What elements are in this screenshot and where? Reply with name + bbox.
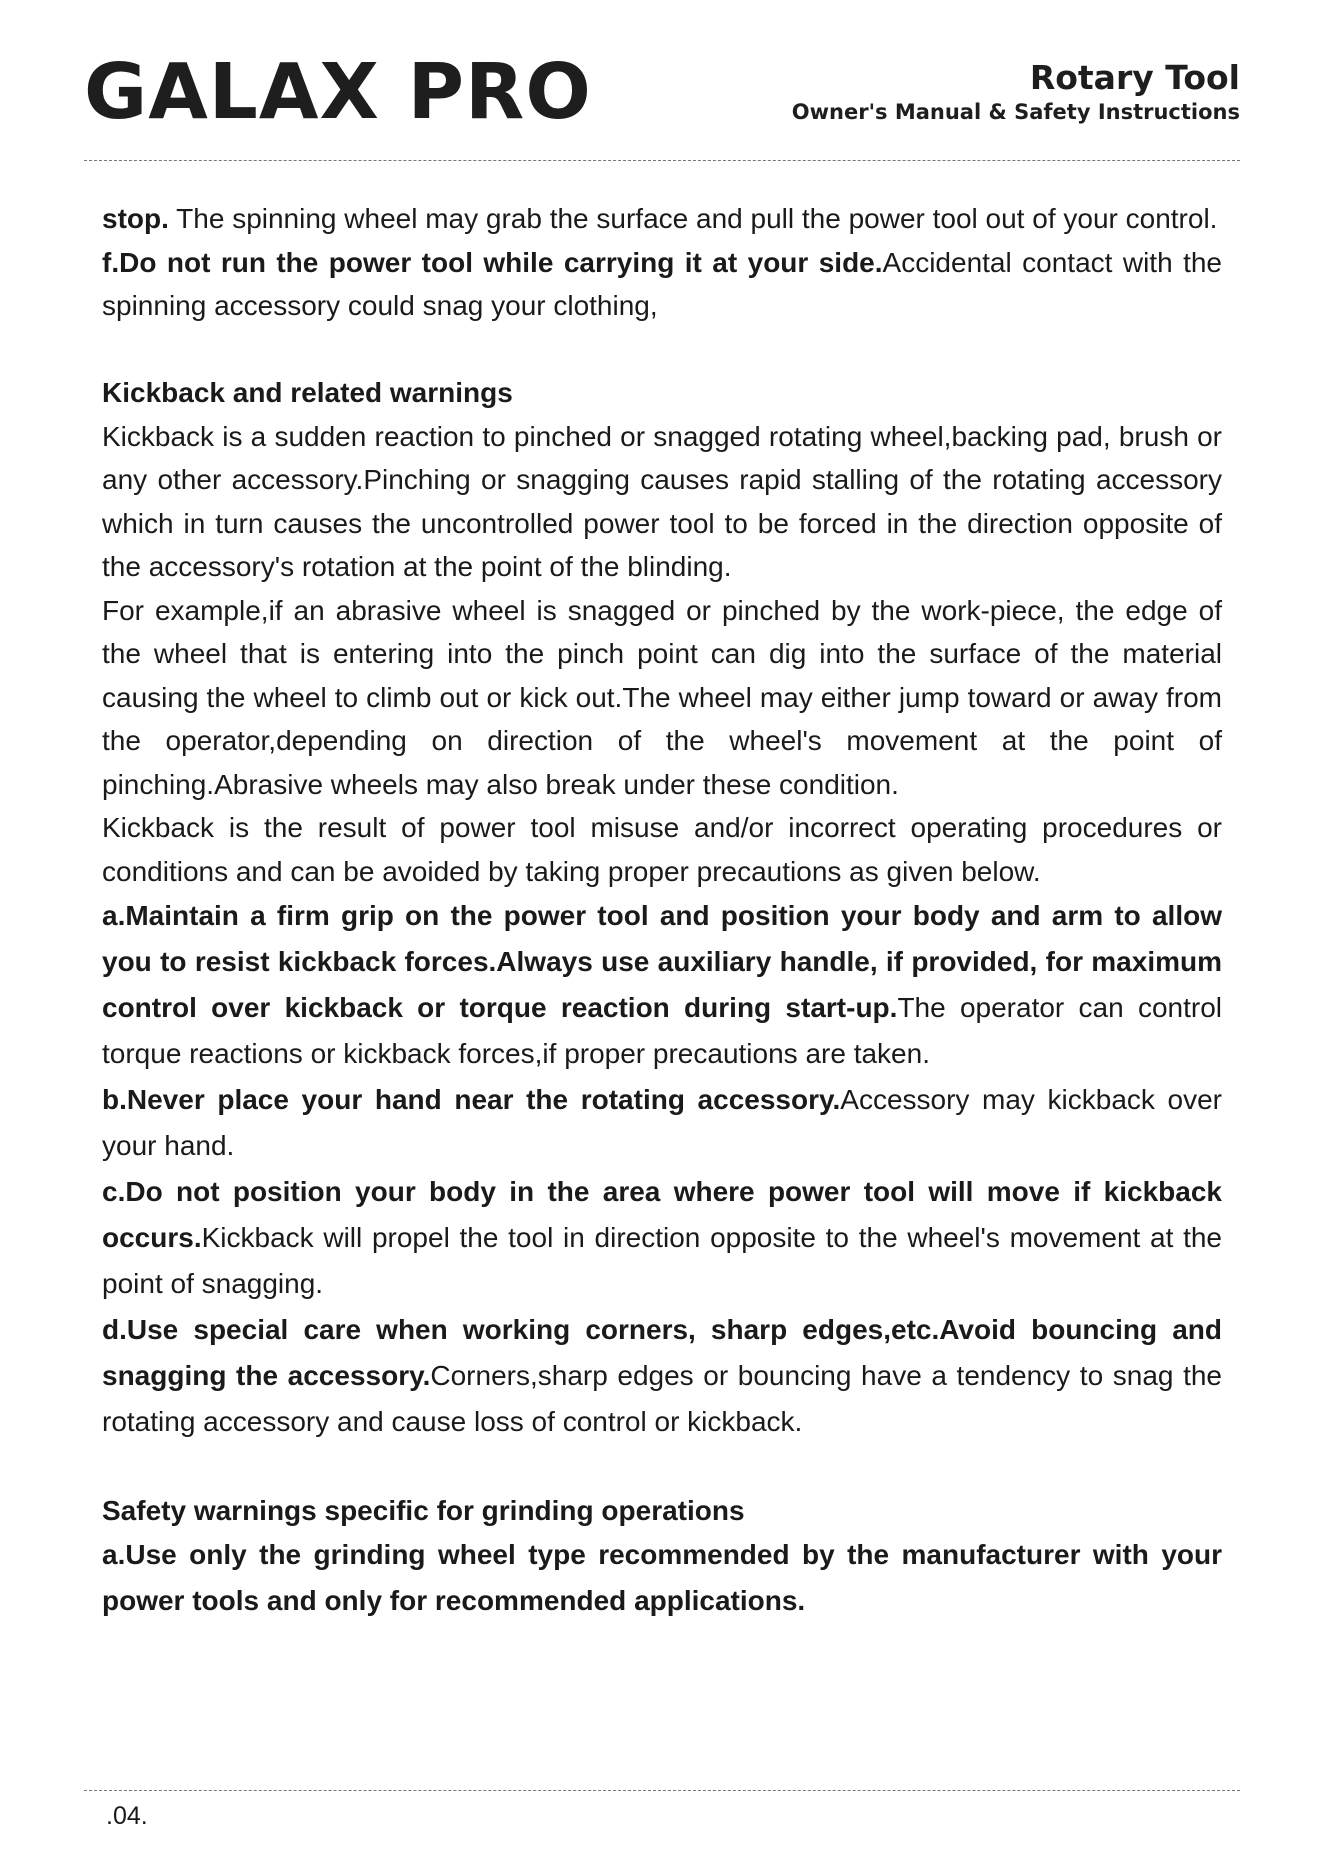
item-c-bold: c.Do not position your body in the area where power tool will move if kickback occurs. [102, 1176, 1222, 1253]
item-d [102, 1307, 1222, 1445]
item-b-text: Accessory may kickback over your hand. [102, 1084, 1222, 1161]
footer-divider [84, 1790, 1240, 1791]
page-number: .04. [106, 1802, 148, 1830]
grinding-heading [102, 1489, 1222, 1533]
paragraph-text: The spinning wheel may grab the surface and pull the power tool out of your control. [168, 203, 1218, 234]
item-c-text: Kickback will propel the tool in direction opposite to the wheel's movement at the point of snagging. [102, 1222, 1222, 1299]
item-a [102, 893, 1222, 1077]
kickback-paragraph-1: Kickback is a sudden reaction to pinched or snagged rotating wheel,backing pad, brush or any other accessory.Pinching or snagging causes rapid stalling of the rotating accessory which in turn causes the uncontrolled power tool to be forced in the direction opposite of the accessory's rotation at the point of the blinding. [102, 420, 1222, 582]
spacer [102, 1445, 1222, 1489]
item-d-text: Corners,sharp edges or bouncing have a tendency to snag the rotating accessory and cause loss of control or kickback. [102, 1360, 1222, 1437]
item-d-bold: d.Use special care when working corners, sharp edges,etc.Avoid bouncing and snagging the accessory. [102, 1314, 1222, 1391]
item-a-bold: a.Maintain a firm grip on the power tool and position your body and arm to allow you to resist kickback forces.Always use auxiliary handle, if provided, for maximum control over kickback or torque reaction during start-up. [102, 900, 1222, 1023]
item-f-text: Accidental contact with the spinning accessory could snag your clothing, [102, 246, 1222, 321]
grinding-heading-text: Safety warnings specific for grinding operations [102, 1494, 745, 1526]
page-header [84, 48, 1240, 137]
document-info [792, 58, 1240, 126]
kickback-paragraph-3: Kickback is the result of power tool misuse and/or incorrect operating procedures or conditions and can be avoided by taking proper precautions as given below. [102, 812, 1222, 887]
kickback-heading-text: Kickback and related warnings [102, 377, 513, 408]
item-f [102, 241, 1222, 328]
grinding-item-a [102, 1532, 1222, 1624]
document-subtitle: Owner's Manual & Safety Instructions [791, 100, 1240, 124]
item-a-text: The operator can control torque reactions or kickback forces,if proper precautions are taken. [102, 992, 1223, 1069]
header-divider [84, 160, 1240, 161]
kickback-paragraph-2: For example,if an abrasive wheel is snagged or pinched by the work-piece, the edge of the wheel that is entering into the pinch point can dig into the surface of the material causing the wheel to climb out or kick out.The wheel may either jump toward or away from the operator,depending on direction of the wheel's movement at the point of pinching.Abrasive wheels may also break under these condition. [102, 594, 1222, 800]
item-f-bold: f.Do not run the power tool while carrying it at your side. [102, 246, 883, 278]
item-b [102, 1077, 1222, 1169]
kickback-heading [102, 371, 1222, 415]
spacer [102, 328, 1222, 372]
paragraph-bold-lead: stop. [102, 203, 169, 234]
item-b-bold: b.Never place your hand near the rotating accessory. [102, 1084, 841, 1115]
grinding-item-a-text: a.Use only the grinding wheel type recommended by the manufacturer with your power tools and only for recommended applications. [102, 1539, 1222, 1616]
page-content [102, 197, 1222, 1624]
item-c [102, 1169, 1222, 1307]
brand-logo: GALAX PRO [84, 48, 592, 137]
document-title: Rotary Tool [1029, 58, 1240, 97]
paragraph-stop [102, 197, 1222, 241]
